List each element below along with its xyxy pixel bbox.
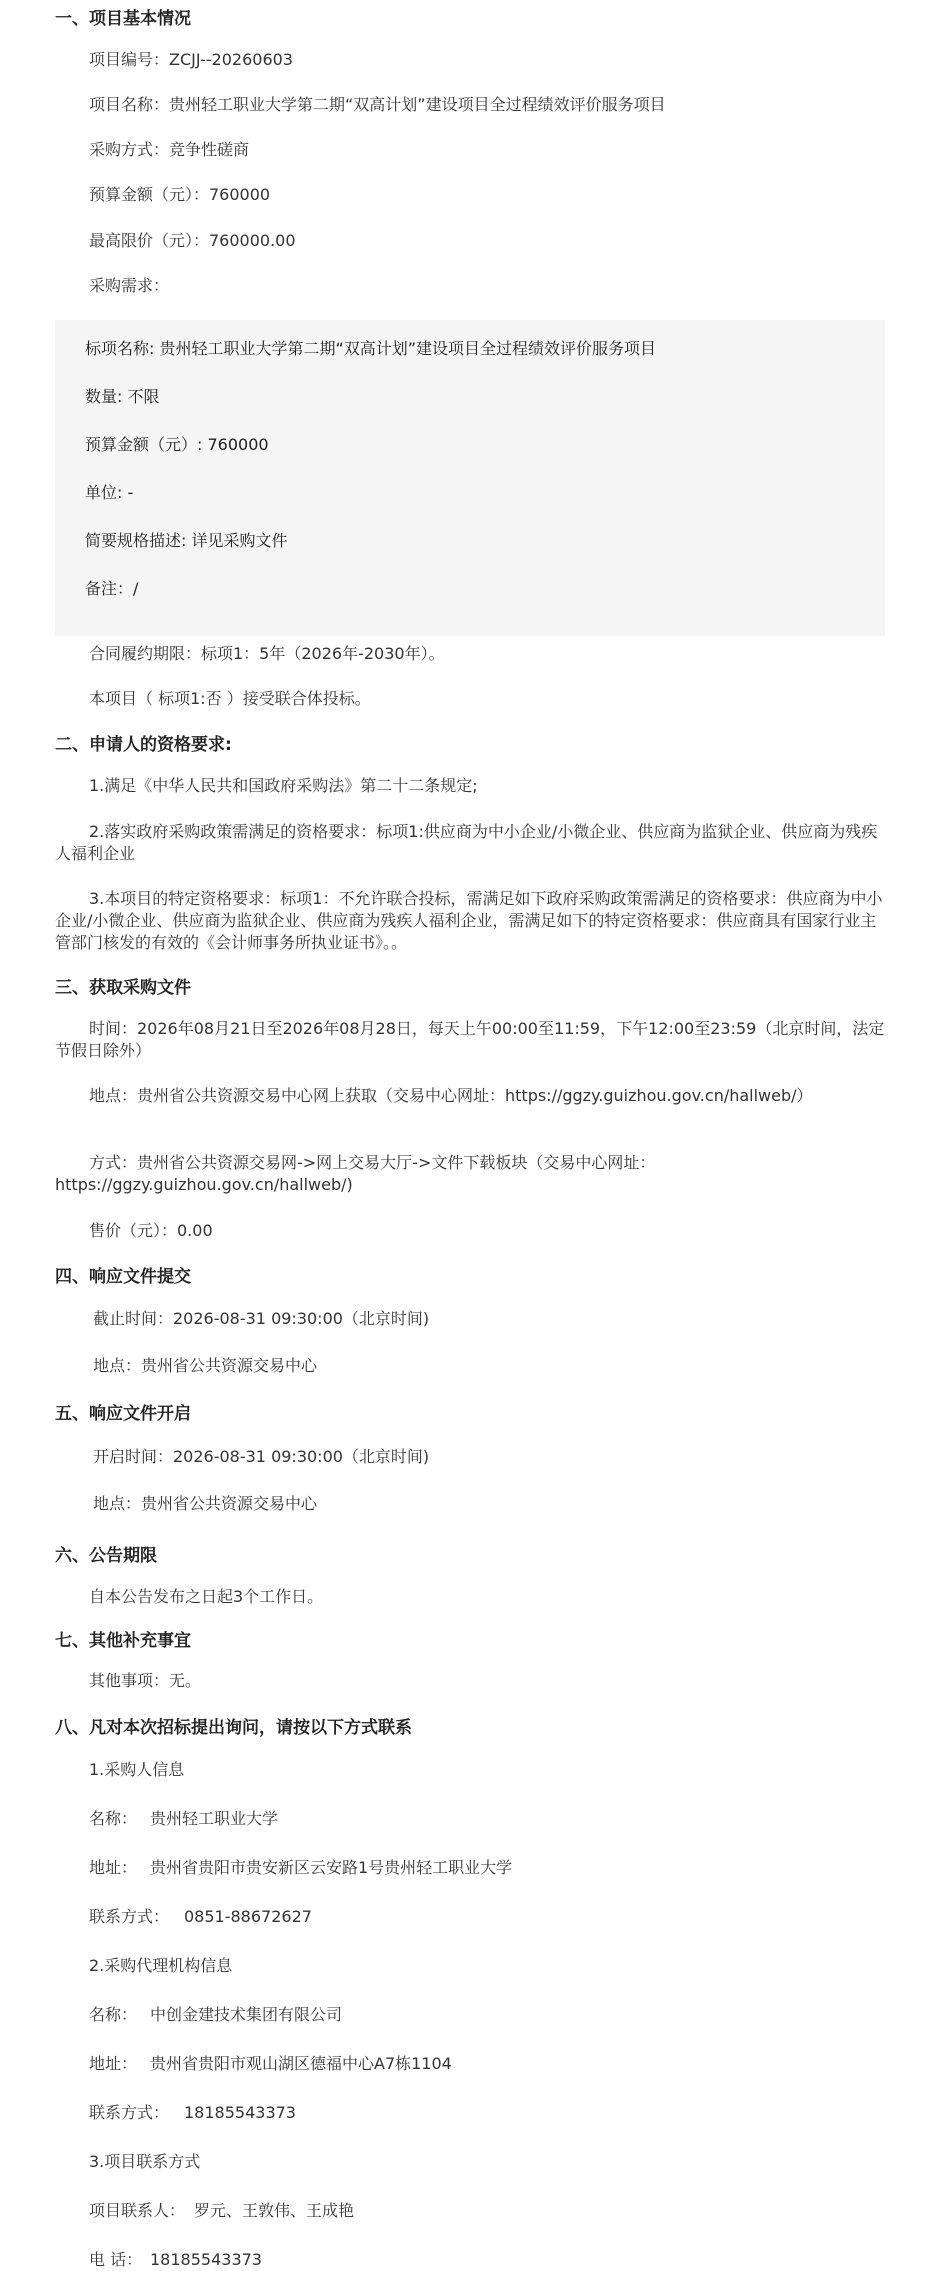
lot-note: 备注：/ [85, 579, 139, 598]
demand-box [55, 320, 885, 636]
lot-quantity: 数量: 不限 [85, 387, 160, 406]
section-5-heading: 五、响应文件开启 [55, 1404, 191, 1424]
requirement-2: 2.落实政府采购政策需满足的资格要求：标项1:供应商为中小企业/小微企业、供应商为监狱企业、供应商为残疾人福利企业 [55, 822, 878, 863]
section-6-heading: 六、公告期限 [55, 1546, 157, 1566]
procurement-method: 采购方式：竞争性磋商 [89, 140, 250, 159]
agent-name: 中创金建技术集团有限公司 [150, 2005, 343, 2024]
obtain-place: 地点：贵州省公共资源交易中心网上获取（交易中心网址：https://ggzy.guizhou.gov.cn/hallweb/） [89, 1086, 813, 1105]
buyer-name-label: 名称： [89, 1809, 138, 1828]
agent-contact: 18185543373 [184, 2103, 296, 2122]
project-contact-label: 项目联系人： [89, 2201, 186, 2220]
lot-unit: 单位: - [85, 483, 134, 502]
lot-spec: 简要规格描述: 详见采购文件 [85, 531, 288, 550]
lot-budget: 预算金额（元）: 760000 [85, 435, 269, 454]
project-number: 项目编号：ZCJJ--20260603 [89, 50, 293, 69]
buyer-contact: 0851-88672627 [184, 1907, 312, 1926]
buyer-info-title: 1.采购人信息 [89, 1760, 185, 1779]
requirement-3: 3.本项目的特定资格要求：标项1：不允许联合投标，需满足如下政府采购政策需满足的资格要求：供应商为中小企业/小微企业、供应商为监狱企业、供应商为残疾人福利企业，需满足如下的特定资格要求：供应商具有国家行业主管部门核发的有效的《会计师事务所执业证书》。。 [55, 889, 883, 952]
agent-info-title: 2.采购代理机构信息 [89, 1956, 233, 1975]
buyer-contact-label: 联系方式： [89, 1907, 170, 1926]
section-1-heading: 一、项目基本情况 [55, 9, 191, 29]
agent-name-label: 名称： [89, 2005, 138, 2024]
section-7-heading: 七、其他补充事宜 [55, 1631, 191, 1651]
max-price: 最高限价（元）：760000.00 [89, 231, 296, 250]
submission-place: 地点：贵州省公共资源交易中心 [93, 1356, 318, 1375]
section-8-heading: 八、凡对本次招标提出询问，请按以下方式联系 [55, 1718, 412, 1738]
section-2-heading: 二、申请人的资格要求: [55, 735, 232, 755]
obtain-way: 方式：贵州省公共资源交易网->网上交易大厅->文件下载板块（交易中心网址：https://ggzy.guizhou.gov.cn/hallweb/) [55, 1153, 656, 1194]
document-price: 售价（元）：0.00 [89, 1221, 213, 1240]
contract-period: 合同履约期限：标项1：5年（2026年-2030年）。 [89, 644, 445, 663]
opening-time: 开启时间：2026-08-31 09:30:00（北京时间) [93, 1447, 430, 1466]
buyer-name: 贵州轻工职业大学 [150, 1809, 279, 1828]
section-3-heading: 三、获取采购文件 [55, 978, 191, 998]
buyer-address-label: 地址： [89, 1858, 138, 1877]
project-name: 项目名称：贵州轻工职业大学第二期“双高计划”建设项目全过程绩效评价服务项目 [89, 95, 666, 114]
requirement-1: 1.满足《中华人民共和国政府采购法》第二十二条规定; [89, 776, 478, 795]
project-phone: 18185543373 [150, 2250, 262, 2269]
agent-address: 贵州省贵阳市观山湖区德福中心A7栋1104 [150, 2054, 452, 2073]
agent-address-label: 地址： [89, 2054, 138, 2073]
procurement-demand-label: 采购需求： [89, 276, 170, 295]
project-contact-title: 3.项目联系方式 [89, 2152, 201, 2171]
notice-period-text: 自本公告发布之日起3个工作日。 [89, 1587, 324, 1606]
project-phone-label: 电 话： [89, 2250, 143, 2269]
section-4-heading: 四、响应文件提交 [55, 1267, 191, 1287]
submission-deadline: 截止时间：2026-08-31 09:30:00（北京时间) [93, 1309, 430, 1328]
opening-place: 地点：贵州省公共资源交易中心 [93, 1494, 318, 1513]
obtain-time: 时间：2026年08月21日至2026年08月28日，每天上午00:00至11:59，下午12:00至23:59（北京时间，法定节假日除外） [55, 1019, 885, 1060]
project-contact-names: 罗元、王敦伟、王成艳 [194, 2201, 355, 2220]
lot-name: 标项名称: 贵州轻工职业大学第二期“双高计划”建设项目全过程绩效评价服务项目 [85, 339, 657, 358]
budget-amount: 预算金额（元）：760000 [89, 185, 271, 204]
buyer-address: 贵州省贵阳市贵安新区云安路1号贵州轻工职业大学 [150, 1858, 513, 1877]
consortium-note: 本项目（ 标项1:否 ）接受联合体投标。 [89, 689, 371, 708]
agent-contact-label: 联系方式： [89, 2103, 170, 2122]
other-matters-text: 其他事项：无。 [89, 1671, 202, 1690]
